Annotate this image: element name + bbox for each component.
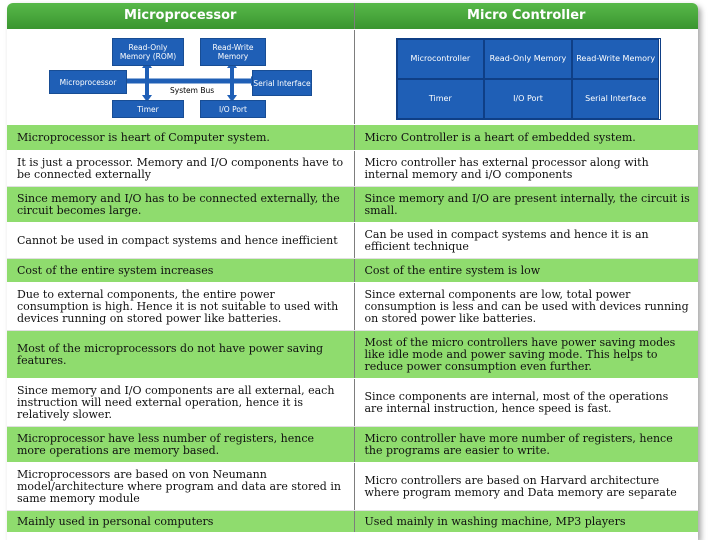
- timer-block: Timer: [112, 100, 184, 118]
- row-right: Can be used in compact systems and hence it is an efficient technique: [354, 223, 698, 259]
- cpu-block: Microprocessor: [49, 70, 127, 94]
- row-left: Most of the microprocessors do not have power saving features.: [7, 331, 354, 379]
- row-right: Micro controller have more number of registers, hence the programs are easier to write.: [354, 427, 698, 463]
- row-left: Cost of the entire system increases: [7, 259, 354, 283]
- microcontroller-diagram: [354, 30, 698, 125]
- diagram-row: [7, 30, 698, 125]
- table-header: [7, 3, 698, 30]
- table-row: [7, 125, 698, 151]
- row-left: Microprocessors are based on von Neumann model/architecture where program and data are stored in same memory module: [7, 463, 354, 511]
- serial-block: Serial Interface: [252, 70, 312, 96]
- row-left: Microprocessor have less number of registers, hence more operations are memory based.: [7, 427, 354, 463]
- row-right: Micro Controller is a heart of embedded system.: [354, 125, 698, 151]
- mc-cell-timer: Timer: [397, 79, 485, 119]
- ram-block: Read-Write Memory: [200, 38, 266, 66]
- microcontroller-grid: [396, 38, 661, 120]
- row-right: Since components are internal, most of the operations are internal instruction, hence speed is fast.: [354, 379, 698, 427]
- mc-cell-serial: Serial Interface: [572, 79, 660, 119]
- table-row: [7, 259, 698, 283]
- row-right: Most of the micro controllers have power saving modes like idle mode and power saving mode. This helps to reduce power consumption even further.: [354, 331, 698, 379]
- row-right: Micro controllers are based on Harvard architecture where program memory and Data memory are separate: [354, 463, 698, 511]
- row-left: Due to external components, the entire power consumption is high. Hence it is not suitable to used with devices running on stored power like batteries.: [7, 283, 354, 331]
- row-left: Mainly used in personal computers: [7, 511, 354, 533]
- io-port-block: I/O Port: [200, 100, 266, 118]
- row-right: Since external components are low, total power consumption is less and can be used with devices running on stored power like batteries.: [354, 283, 698, 331]
- table-row: [7, 331, 698, 379]
- row-left: Since memory and I/O components are all external, each instruction will need external operation, hence it is relatively slower.: [7, 379, 354, 427]
- table-row: [7, 379, 698, 427]
- row-left: It is just a processor. Memory and I/O components have to be connected externally: [7, 151, 354, 187]
- table-row: [7, 151, 698, 187]
- row-right: Cost of the entire system is low: [354, 259, 698, 283]
- table-row: [7, 511, 698, 533]
- row-right: Since memory and I/O are present internally, the circuit is small.: [354, 187, 698, 223]
- row-left: Since memory and I/O has to be connected externally, the circuit becomes large.: [7, 187, 354, 223]
- system-bus-label: System Bus: [170, 86, 215, 95]
- microprocessor-diagram: [7, 30, 354, 125]
- row-left: Cannot be used in compact systems and hence inefficient: [7, 223, 354, 259]
- comparison-sheet: [7, 3, 698, 540]
- table-row: [7, 187, 698, 223]
- mc-cell-microcontroller: Microcontroller: [397, 39, 485, 79]
- mc-cell-rom: Read-Only Memory: [484, 39, 572, 79]
- table-row: [7, 223, 698, 259]
- row-left: Microprocessor is heart of Computer system.: [7, 125, 354, 151]
- rom-block: Read-Only Memory (ROM): [112, 38, 184, 66]
- table-row: [7, 463, 698, 511]
- row-right: Used mainly in washing machine, MP3 players: [354, 511, 698, 533]
- comparison-table: [7, 3, 698, 533]
- header-micro-controller: Micro Controller: [354, 3, 698, 30]
- mc-cell-ram: Read-Write Memory: [572, 39, 660, 79]
- mc-cell-io-port: I/O Port: [484, 79, 572, 119]
- table-row: [7, 427, 698, 463]
- table-row: [7, 283, 698, 331]
- row-right: Micro controller has external processor along with internal memory and i/O components: [354, 151, 698, 187]
- header-microprocessor: Microprocessor: [7, 3, 354, 30]
